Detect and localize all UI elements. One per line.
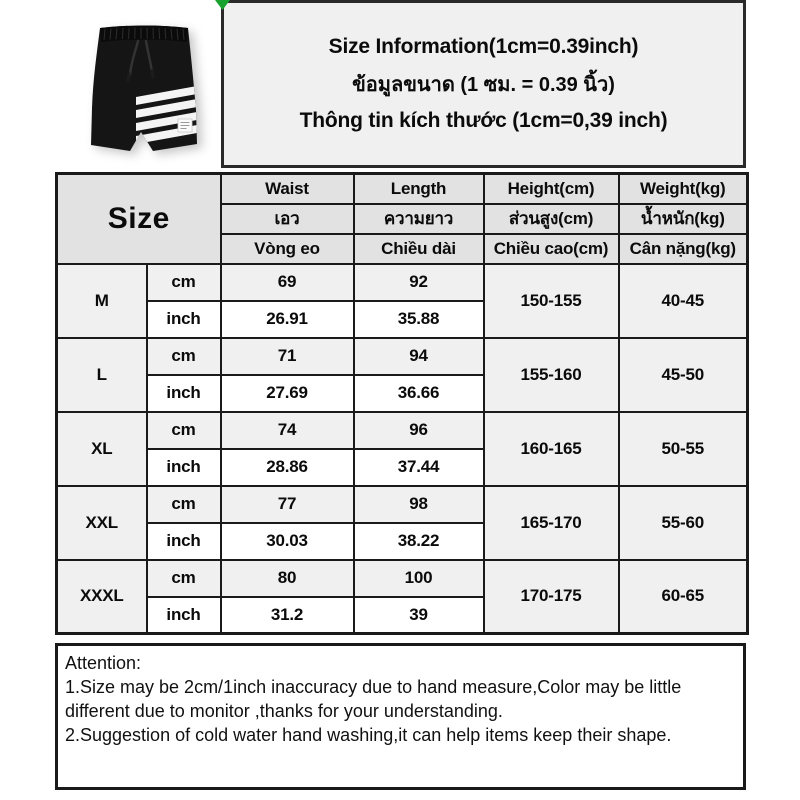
size-label-cell: XXXL bbox=[57, 560, 147, 634]
attention-note-2: 2.Suggestion of cold water hand washing,it can help items keep their shape. bbox=[65, 725, 672, 745]
header-length-en: Length bbox=[354, 174, 484, 204]
unit-cell-cm: cm bbox=[147, 560, 221, 597]
length-inch-cell: 36.66 bbox=[354, 375, 484, 412]
height-range-cell: 170-175 bbox=[484, 560, 619, 634]
waist-cm-cell: 71 bbox=[221, 338, 354, 375]
weight-range-cell: 60-65 bbox=[619, 560, 748, 634]
title-thai: ข้อมูลขนาด (1 ซม. = 0.39 นิ้ว) bbox=[352, 74, 615, 96]
header-height-th: ส่วนสูง(cm) bbox=[484, 204, 619, 234]
header-weight-th: น้ำหนัก(kg) bbox=[619, 204, 748, 234]
waist-cm-cell: 69 bbox=[221, 264, 354, 301]
attention-heading: Attention: bbox=[65, 653, 142, 673]
weight-range-cell: 45-50 bbox=[619, 338, 748, 412]
unit-cell-inch: inch bbox=[147, 301, 221, 338]
header-row-english bbox=[57, 174, 748, 204]
table-row bbox=[57, 412, 748, 449]
header-waist-en: Waist bbox=[221, 174, 354, 204]
size-label-cell: L bbox=[57, 338, 147, 412]
waist-inch-cell: 31.2 bbox=[221, 597, 354, 634]
waist-cm-cell: 80 bbox=[221, 560, 354, 597]
title-vietnamese: Thông tin kích thước (1cm=0,39 inch) bbox=[299, 109, 668, 132]
unit-cell-cm: cm bbox=[147, 486, 221, 523]
length-cm-cell: 94 bbox=[354, 338, 484, 375]
attention-note-1: 1.Size may be 2cm/1inch inaccuracy due to hand measure,Color may be little different due to monitor ,thanks for your understanding. bbox=[65, 677, 682, 721]
length-cm-cell: 92 bbox=[354, 264, 484, 301]
title-box bbox=[221, 0, 746, 168]
attention-box bbox=[55, 643, 746, 790]
waist-inch-cell: 28.86 bbox=[221, 449, 354, 486]
weight-range-cell: 55-60 bbox=[619, 486, 748, 560]
header-height-en: Height(cm) bbox=[484, 174, 619, 204]
height-range-cell: 155-160 bbox=[484, 338, 619, 412]
header-weight-en: Weight(kg) bbox=[619, 174, 748, 204]
size-table-body bbox=[57, 264, 748, 634]
waist-inch-cell: 26.91 bbox=[221, 301, 354, 338]
unit-cell-cm: cm bbox=[147, 412, 221, 449]
waist-inch-cell: 27.69 bbox=[221, 375, 354, 412]
header-height-vi: Chiều cao(cm) bbox=[484, 234, 619, 264]
unit-cell-cm: cm bbox=[147, 338, 221, 375]
table-row bbox=[57, 264, 748, 301]
size-table bbox=[55, 172, 749, 635]
header-length-vi: Chiều dài bbox=[354, 234, 484, 264]
length-inch-cell: 37.44 bbox=[354, 449, 484, 486]
length-inch-cell: 35.88 bbox=[354, 301, 484, 338]
title-english: Size Information(1cm=0.39inch) bbox=[328, 35, 639, 58]
unit-cell-inch: inch bbox=[147, 449, 221, 486]
table-row bbox=[57, 560, 748, 597]
unit-cell-cm: cm bbox=[147, 264, 221, 301]
unit-cell-inch: inch bbox=[147, 597, 221, 634]
weight-range-cell: 40-45 bbox=[619, 264, 748, 338]
height-range-cell: 150-155 bbox=[484, 264, 619, 338]
table-row bbox=[57, 338, 748, 375]
length-cm-cell: 98 bbox=[354, 486, 484, 523]
height-range-cell: 165-170 bbox=[484, 486, 619, 560]
waist-cm-cell: 77 bbox=[221, 486, 354, 523]
product-photo bbox=[55, 8, 225, 168]
unit-cell-inch: inch bbox=[147, 375, 221, 412]
height-range-cell: 160-165 bbox=[484, 412, 619, 486]
header-weight-vi: Cân nặng(kg) bbox=[619, 234, 748, 264]
weight-range-cell: 50-55 bbox=[619, 412, 748, 486]
header-waist-vi: Vòng eo bbox=[221, 234, 354, 264]
length-cm-cell: 96 bbox=[354, 412, 484, 449]
size-table-header bbox=[57, 174, 748, 264]
unit-cell-inch: inch bbox=[147, 523, 221, 560]
size-label-cell: XXL bbox=[57, 486, 147, 560]
length-inch-cell: 39 bbox=[354, 597, 484, 634]
black-striped-shorts-icon bbox=[55, 8, 225, 168]
size-label-cell: XL bbox=[57, 412, 147, 486]
table-row bbox=[57, 486, 748, 523]
header-waist-th: เอว bbox=[221, 204, 354, 234]
header-length-th: ความยาว bbox=[354, 204, 484, 234]
waist-inch-cell: 30.03 bbox=[221, 523, 354, 560]
size-label-cell: M bbox=[57, 264, 147, 338]
size-header-cell: Size bbox=[57, 174, 221, 264]
length-cm-cell: 100 bbox=[354, 560, 484, 597]
waist-cm-cell: 74 bbox=[221, 412, 354, 449]
length-inch-cell: 38.22 bbox=[354, 523, 484, 560]
